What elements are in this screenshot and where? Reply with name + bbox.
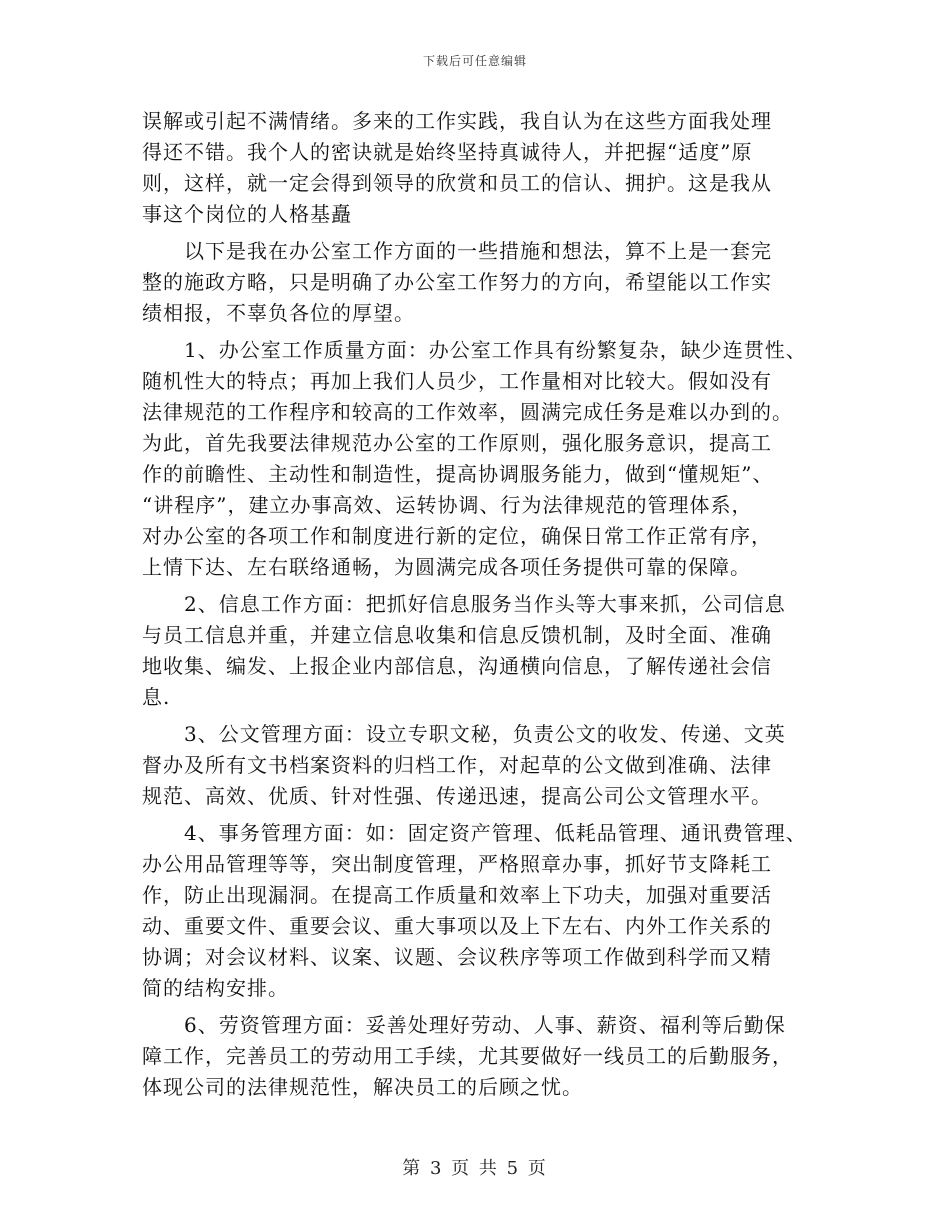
text-line: 得还不错。我个人的密诀就是始终坚持真诚待人，并把握“适度”原	[142, 140, 753, 164]
text-line: 随机性大的特点；再加上我们人员少，工作量相对比较大。假如没有	[142, 369, 772, 393]
page-header: 下载后可任意编辑	[422, 54, 527, 68]
text-line: 息.	[142, 685, 171, 709]
text-line: 为此，首先我要法律规范办公室的工作原则，强化服务意识，提高工	[142, 431, 772, 455]
text-line: 3、公文管理方面：设立专职文秘，负责公文的收发、传递、文英	[184, 722, 786, 746]
text-line: 4、事务管理方面：如：固定资产管理、低耗品管理、通讯费管理、	[184, 821, 807, 845]
text-line: 与员工信息并重，并建立信息收集和信息反馈机制，及时全面、准确	[142, 623, 772, 647]
paragraph	[142, 818, 822, 1004]
text-line: 整的施政方略，只是明确了办公室工作努力的方向，希望能以工作实	[142, 270, 772, 294]
text-line: 办公用品管理等等，突出制度管理，严格照章办事，抓好节支降耗工	[142, 852, 772, 876]
text-line: 作，防止出现漏洞。在提高工作质量和效率上下功夫，加强对重要活	[142, 883, 772, 907]
text-line: 以下是我在办公室工作方面的一些措施和想法，算不上是一套完	[184, 239, 772, 263]
paragraph	[142, 335, 822, 583]
text-line: 简的结构安排。	[142, 976, 289, 1000]
text-line: 6、劳资管理方面：妥善处理好劳动、人事、薪资、福利等后勤保	[184, 1013, 786, 1037]
paragraph	[142, 236, 822, 329]
text-line: 法律规范的工作程序和较高的工作效率，圆满完成任务是难以办到的。	[142, 400, 793, 424]
text-line: 1、办公室工作质量方面：办公室工作具有纷繁复杂，缺少连贯性、	[184, 338, 807, 362]
text-line: 对办公室的各项工作和制度进行新的定位，确保日常工作正常有序，	[142, 524, 772, 548]
text-line: 作的前瞻性、主动性和制造性，提高协调服务能力，做到“懂规矩”、	[142, 462, 774, 486]
text-line: 动、重要文件、重要会议、重大事项以及上下左右、内外工作关系的	[142, 914, 772, 938]
text-line: 则，这样，就一定会得到领导的欣赏和员工的信认、拥护。这是我从	[142, 171, 772, 195]
text-line: 地收集、编发、上报企业内部信息，沟通横向信息，了解传递社会信	[142, 654, 772, 678]
paragraph	[142, 719, 822, 812]
page-number: 第 3 页 共 5 页	[402, 1158, 548, 1179]
text-line: 2、信息工作方面：把抓好信息服务当作头等大事来抓，公司信息	[184, 592, 786, 616]
paragraph	[142, 106, 822, 230]
text-line: “讲程序”，建立办事高效、运转协调、行为法律规范的管理体系，	[142, 493, 753, 517]
text-line: 上情下达、左右联络通畅，为圆满完成各项任务提供可靠的保障。	[142, 555, 751, 579]
paragraph	[142, 589, 822, 713]
paragraph	[142, 1010, 822, 1103]
text-line: 体现公司的法律规范性，解决员工的后顾之忧。	[142, 1075, 583, 1099]
text-line: 规范、高效、优质、针对性强、传递迅速，提高公司公文管理水平。	[142, 784, 772, 808]
document-body	[142, 106, 822, 1109]
text-line: 误解或引起不满情绪。多来的工作实践，我自认为在这些方面我处理	[142, 109, 772, 133]
text-line: 绩相报，不辜负各位的厚望。	[142, 301, 415, 325]
text-line: 障工作，完善员工的劳动用工手续，尤其要做好一线员工的后勤服务，	[142, 1044, 793, 1068]
text-line: 事这个岗位的人格基矗	[142, 202, 352, 226]
text-line: 协调；对会议材料、议案、议题、会议秩序等项工作做到科学而又精	[142, 945, 772, 969]
text-line: 督办及所有文书档案资料的归档工作，对起草的公文做到准确、法律	[142, 753, 772, 777]
